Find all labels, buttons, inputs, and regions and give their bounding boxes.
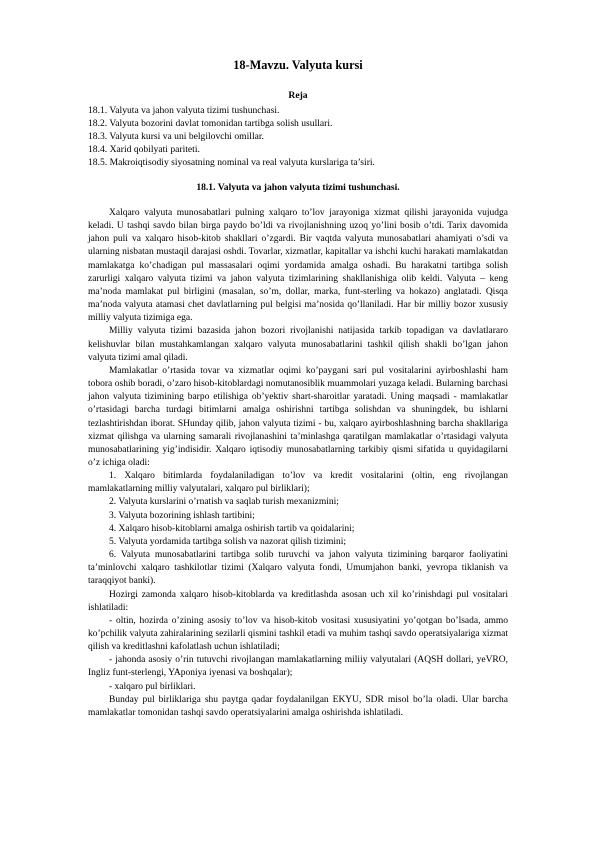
paragraph: Mamlakatlar o’rtasida tovar va xizmatlar oqimi ko’paygani sari pul vositalarini ayirboshlashi ham tobora oshib boradi, o’zaro hisob-kitoblardagi nomutanosiblik muammolari yuzaga keladi. Bularning barchasi jahon valyuta tizimining barpo etilishiga ob’yektiv shart-sharoitlar yaratadi. Uning maqsadi - mamlakatlar o’rtasidagi barcha turdagi bitimlarni amalga oshirishni tartibga solishdan va shuningdek, bu ishlarni tezlashtirishdan iborat. SHunday qilib, jahon valyuta tizimi - bu, xalqaro ayirboshlashning barcha shakllariga xizmat qilishga va ularning samarali rivojlanashini ta’minlashga qaratilgan mamlakatlar o’rtasidagi valyuta munosabatlarining yig’indisidir. Xalqaro iqtisodiy munosabatlarning tarkibiy qismi sifatida u quyidagilarni o’z ichiga oladi:	[88, 365, 508, 468]
page-title: 18-Mavzu. Valyuta kursi	[233, 58, 363, 72]
list-item: 1. Xalqaro bitimlarda foydalaniladigan to’lov va kredit vositalarini (oltin, eng rivojlangan mamlakatlarning milliy valyutalari, xalqaro pul birliklari);	[88, 471, 508, 495]
list-item: 4. Xalqaro hisob-kitoblarni amalga oshirish tartib va qoidalarini;	[109, 523, 355, 534]
section-heading: 18.1. Valyuta va jahon valyuta tizimi tushunchasi.	[196, 182, 400, 193]
list-item: - jahonda asosiy o’rin tutuvchi rivojlangan mamlakatlarning miliiy valyutalari (AQSH dollari, yeVRO, Ingliz funt-sterlengi, YAponiya iyenasi va boshqalar);	[88, 655, 508, 679]
plan-item: 18.4. Xarid qobilyati pariteti.	[88, 144, 200, 155]
list-item: - oltin, hozirda o’zining asosiy to’lov va hisob-kitob vositasi xususiyatini yo’qotgan bo’lsada, ammo ko’pchilik valyuta zahiralarining sezilarli qismini tashkil etadi va muhim tashqi savdo operatsiyalariga xizmat qilish va kreditlashni kafolatlash uchun ishlatiladi;	[88, 615, 508, 653]
paragraph: Xalqaro valyuta munosabatlari pulning xalqaro to’lov jarayoniga xizmat qilishi jarayonida vujudga keladi. U tashqi savdo bilan birga paydo bo’ldi va rivojlanishning uzoq yo’lini bosib o’tdi. Tarix davomida jahon puli va xalqaro hisob-kitob shakllari o’zgardi. Bir vaqtda valyuta munosabatlari ahamiyati o’sdi va ularning nisbatan mustaqil darajasi oshdi. Tovarlar, xizmatlar, kapitallar va ishchi kuchi harakati mamlakatdan mamlakatga ko’chadigan pul massasalari oqimi yordamida amalga oshadi. Bu harakatni tartibga solish zarurligi xalqaro valyuta tizimi va jahon valyuta tizimlarining shakllanishiga olib keldi. Valyuta – keng ma’noda mamlakat pul birligini (masalan, so’m, dollar, marka, funt-sterling va hokazo) anglatadi. Qisqa ma’noda valyuta atamasi chet davlatlarning pul belgisi ma’nosida qo’llaniladi. Har bir milliy bozor xususiy milliy valyuta tizimiga ega.	[88, 208, 508, 324]
plan-item: 18.5. Makroiqtisodiy siyosatning nominal va real valyuta kurslariga ta’siri.	[88, 157, 375, 168]
list-item: 3. Valyuta bozorining ishlash tartibini;	[109, 510, 255, 521]
paragraph: Hozirgi zamonda xalqaro hisob-kitoblarda va kreditlashda asosan uch xil ko’rinishdagi pul vositalari ishlatiladi:	[88, 589, 508, 613]
paragraph: Milliy valyuta tizimi bazasida jahon bozori rivojlanishi natijasida tarkib topadigan va davlatlararo kelishuvlar bilan mustahkamlangan xalqaro valyuta munosabatlarini tashkil qilish shakli bo’lgan jahon valyuta tizimi amal qiladi.	[88, 326, 508, 363]
list-item: 5. Valyuta yordamida tartibga solish va nazorat qilish tizimini;	[109, 536, 347, 547]
list-item: 2. Valyuta kurslarini o’rnatish va saqlab turish mexanizmini;	[109, 497, 339, 508]
paragraph: Bunday pul birliklariga shu paytga qadar foydalanilgan EKYU, SDR misol bo’la oladi. Ular barcha mamlakatlar tomonidan tashqi savdo operatsiyalarini amalga oshirishda ishlatiladi.	[88, 694, 508, 718]
plan-heading: Reja	[288, 90, 308, 101]
list-item: 6. Valyuta munosabatlarini tartibga solib turuvchi va jahon valyuta tizimining barqaror faoliyatini ta’minlovchi xalqaro tashkilotlar tizimi (Xalqaro valyuta fondi, Umumjahon banki, yevropa tiklanish va taraqqiyot banki).	[88, 550, 508, 587]
document-page	[88, 58, 508, 720]
plan-section	[88, 90, 508, 169]
plan-item: 18.1. Valyuta va jahon valyuta tizimi tushunchasi.	[88, 105, 280, 116]
section-body	[88, 207, 508, 720]
plan-item: 18.3. Valyuta kursi va uni belgilovchi omillar.	[88, 131, 264, 142]
list-item: - xalqaro pul birliklari.	[109, 681, 196, 692]
plan-item: 18.2. Valyuta bozorini davlat tomonidan tartibga solish usullari.	[88, 118, 333, 129]
